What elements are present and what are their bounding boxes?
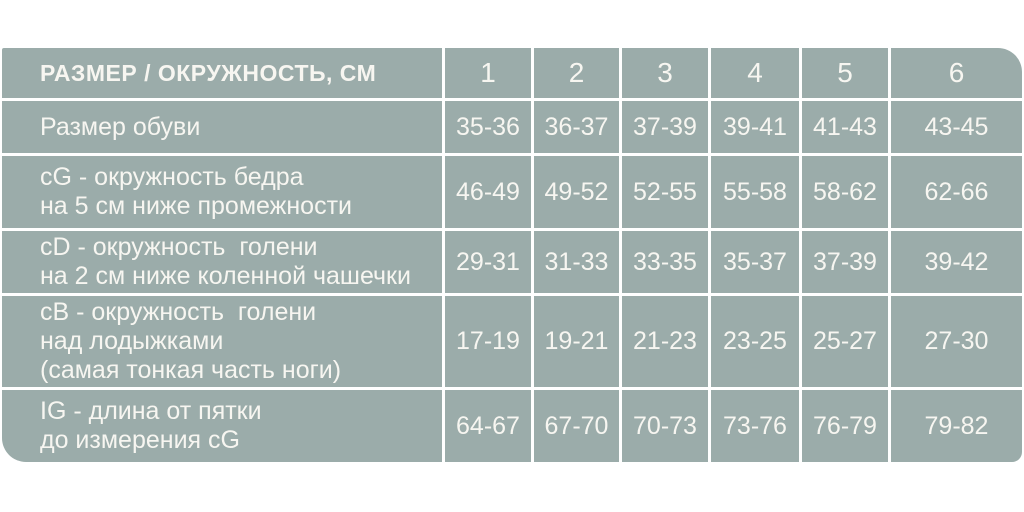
header-size-4: 4 (711, 48, 799, 98)
table-cell: 37-39 (622, 101, 708, 153)
row-label-line: над лодыжками (40, 327, 224, 355)
header-size-6: 6 (891, 48, 1022, 98)
row-label-cg (2, 156, 442, 228)
table-cell: 52-55 (622, 156, 708, 228)
row-label-line: (самая тонкая часть ноги) (40, 356, 342, 384)
table-cell: 17-19 (445, 296, 531, 387)
table-cell: 27-30 (891, 296, 1022, 387)
table-cell: 41-43 (802, 101, 888, 153)
header-size-2: 2 (534, 48, 619, 98)
table-cell: 67-70 (534, 390, 619, 462)
table-cell: 33-35 (622, 231, 708, 293)
table-cell: 76-79 (802, 390, 888, 462)
row-label-line: cG - окружность бедра (40, 163, 304, 191)
table-cell: 37-39 (802, 231, 888, 293)
table-cell: 55-58 (711, 156, 799, 228)
table-cell: 31-33 (534, 231, 619, 293)
table-cell: 43-45 (891, 101, 1022, 153)
row-label-ig (2, 390, 442, 462)
row-label-shoe-size (2, 101, 442, 153)
table-cell: 35-37 (711, 231, 799, 293)
header-size-5: 5 (802, 48, 888, 98)
table-cell: 64-67 (445, 390, 531, 462)
row-label-cd (2, 231, 442, 293)
row-label-cb (2, 296, 442, 387)
table-cell: 39-41 (711, 101, 799, 153)
row-label-line: на 5 см ниже промежности (40, 192, 352, 220)
table-cell: 58-62 (802, 156, 888, 228)
table-cell: 46-49 (445, 156, 531, 228)
table-cell: 73-76 (711, 390, 799, 462)
table-cell: 36-37 (534, 101, 619, 153)
table-cell: 49-52 (534, 156, 619, 228)
table-cell: 19-21 (534, 296, 619, 387)
header-size-1: 1 (445, 48, 531, 98)
row-label-line: до измерения cG (40, 426, 240, 454)
header-size-3: 3 (622, 48, 708, 98)
row-label-line: cB - окружность голени (40, 298, 317, 326)
row-label-line: на 2 см ниже коленной чашечки (40, 262, 411, 290)
row-label-line: cD - окружность голени (40, 233, 318, 261)
table-cell: 21-23 (622, 296, 708, 387)
table-cell: 25-27 (802, 296, 888, 387)
table-cell: 29-31 (445, 231, 531, 293)
table-cell: 62-66 (891, 156, 1022, 228)
table-cell: 39-42 (891, 231, 1022, 293)
size-chart-table (2, 48, 1022, 462)
table-cell: 79-82 (891, 390, 1022, 462)
table-cell: 70-73 (622, 390, 708, 462)
table-header-title: РАЗМЕР / ОКРУЖНОСТЬ, СМ (2, 48, 442, 98)
table-cell: 35-36 (445, 101, 531, 153)
row-label-line: IG - длина от пятки (40, 397, 262, 425)
table-cell: 23-25 (711, 296, 799, 387)
row-label-line: Размер обуви (40, 112, 201, 141)
